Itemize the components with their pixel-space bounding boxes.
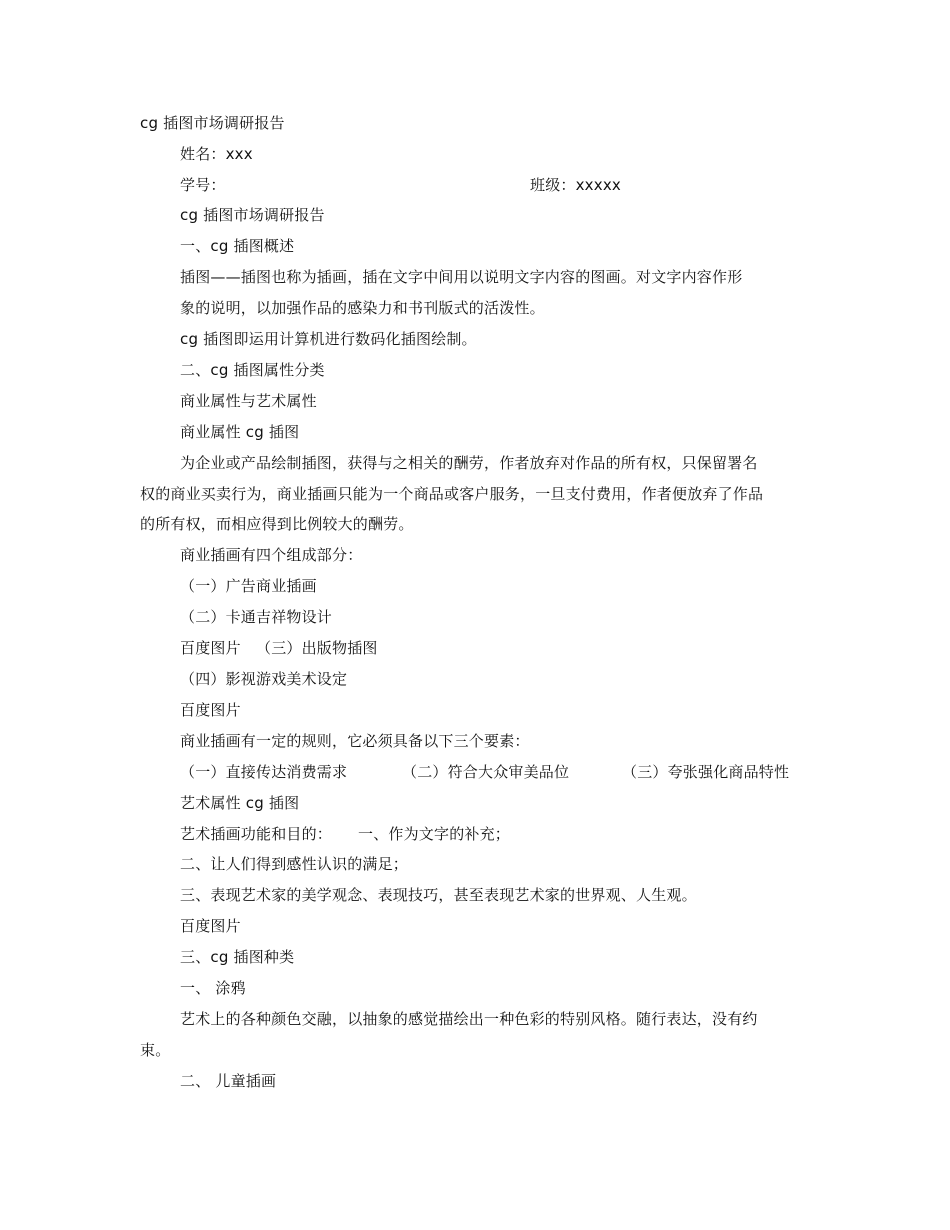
class-field: 班级：xxxxx [530,176,621,194]
image-caption: 百度图片 [180,639,241,657]
subtitle: cg 插图市场调研报告 [180,206,325,224]
section-2-heading: 二、cg 插图属性分类 [180,361,325,379]
list-item: 二、让人们得到感性认识的满足； [180,855,409,873]
subheading: 艺术属性 cg 插图 [180,794,300,812]
paragraph: 权的商业买卖行为，商业插画只能为一个商品或客户服务，一旦支付费用，作者便放弃了作品 [140,485,764,503]
paragraph: 束。 [140,1041,171,1059]
list-item: （一）广告商业插画 [180,577,317,595]
document-title: cg 插图市场调研报告 [140,114,285,132]
paragraph: 艺术上的各种颜色交融，以抽象的感觉描绘出一种色彩的特别风格。随行表达，没有约 [180,1010,758,1028]
list-item: 一、 涂鸦 [180,979,246,997]
paragraph: 商业插画有一定的规则，它必须具备以下三个要素： [180,732,530,750]
list-item: （二）卡通吉祥物设计 [180,608,333,626]
list-item: （四）影视游戏美术设定 [180,670,348,688]
student-id-label: 学号： [180,176,226,194]
list-item: （三）夸张强化商品特性 [622,763,790,781]
paragraph: 的所有权，而相应得到比例较大的酬劳。 [140,515,414,533]
list-item: （三）出版物插图 [256,639,378,657]
paragraph: 插图——插图也称为插画，插在文字中间用以说明文字内容的图画。对文字内容作形 [180,268,743,286]
list-item: （一）直接传达消费需求 [180,763,348,781]
paragraph: 象的说明，以加强作品的感染力和书刊版式的活泼性。 [180,299,545,317]
image-caption: 百度图片 [180,701,241,719]
subheading: 商业属性 cg 插图 [180,423,300,441]
section-1-heading: 一、cg 插图概述 [180,237,295,255]
subheading: 商业属性与艺术属性 [180,392,317,410]
section-3-heading: 三、cg 插图种类 [180,948,295,966]
name-field: 姓名：xxx [180,145,253,163]
image-caption: 百度图片 [180,917,241,935]
paragraph: 艺术插画功能和目的： [180,825,333,843]
paragraph: 商业插画有四个组成部分： [180,546,363,564]
list-item: 二、 儿童插画 [180,1072,277,1090]
list-item: 一、作为文字的补充； [358,825,511,843]
list-item: 三、表现艺术家的美学观念、表现技巧，甚至表现艺术家的世界观、人生观。 [180,886,697,904]
paragraph: cg 插图即运用计算机进行数码化插图绘制。 [180,330,477,348]
list-item: （二）符合大众审美品位 [402,763,570,781]
paragraph: 为企业或产品绘制插图，获得与之相关的酬劳，作者放弃对作品的所有权，只保留署名 [180,454,758,472]
